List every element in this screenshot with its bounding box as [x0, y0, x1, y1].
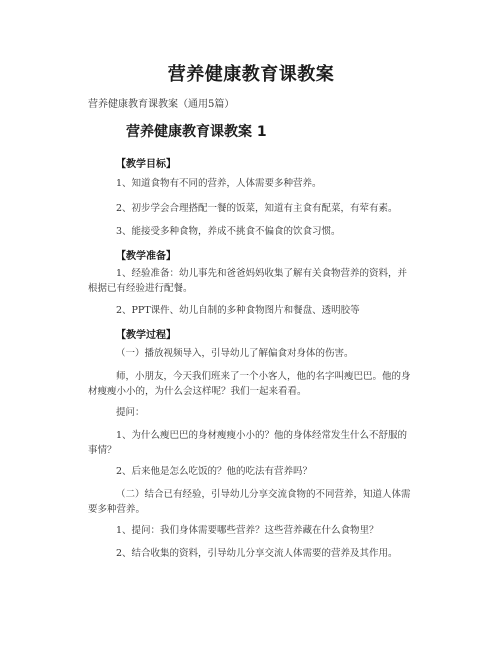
- document-subtitle: 营养健康教育课教案（通用5篇）: [88, 99, 235, 110]
- heading-process: 【教学过程】: [116, 330, 176, 341]
- process-item-4: 1、为什么瘦巴巴的身材瘦瘦小小的？他的身体经常发生什么不舒服的事情？: [88, 430, 408, 456]
- process-item-2: 师，小朋友，今天我们班来了一个小客人，他的名字叫瘦巴巴。他的身材瘦瘦小小的，为什么会这样呢？我们一起来看看。: [88, 371, 411, 397]
- section-title: 营养健康教育课教案 1: [126, 124, 267, 140]
- process-item-6: （二）结合已有经验，引导幼儿分享交流食物的不同营养，知道人体需要多种营养。: [88, 489, 411, 515]
- prep-item-1: 1、经验准备：幼儿事先和爸爸妈妈收集了解有关食物营养的资料，并根据已有经验进行配餐。: [88, 268, 408, 294]
- document-title: 营养健康教育课教案: [167, 64, 335, 85]
- goal-item-1: 1、知道食物有不同的营养，人体需要多种营养。: [116, 178, 322, 189]
- goal-item-2: 2、初步学会合理搭配一餐的饭菜，知道有主食有配菜，有荤有素。: [116, 203, 398, 214]
- process-item-7: 1、提问：我们身体需要哪些营养？这些营养藏在什么食物里？: [116, 525, 379, 536]
- goal-item-3: 3、能接受多种食物，养成不挑食不偏食的饮食习惯。: [116, 226, 341, 237]
- process-item-3: 提问：: [116, 407, 145, 418]
- heading-goals: 【教学目标】: [116, 159, 176, 170]
- process-item-8: 2、结合收集的资料，引导幼儿分享交流人体需要的营养及其作用。: [116, 548, 398, 559]
- prep-item-2: 2、PPT课件、幼儿自制的多种食物图片和餐盘、透明胶等: [116, 305, 360, 316]
- process-item-1: （一）播放视频导入，引导幼儿了解偏食对身体的伤害。: [116, 348, 354, 359]
- process-item-5: 2、后来他是怎么吃饭的？他的吃法有营养吗？: [116, 466, 313, 477]
- heading-prep: 【教学准备】: [116, 251, 176, 262]
